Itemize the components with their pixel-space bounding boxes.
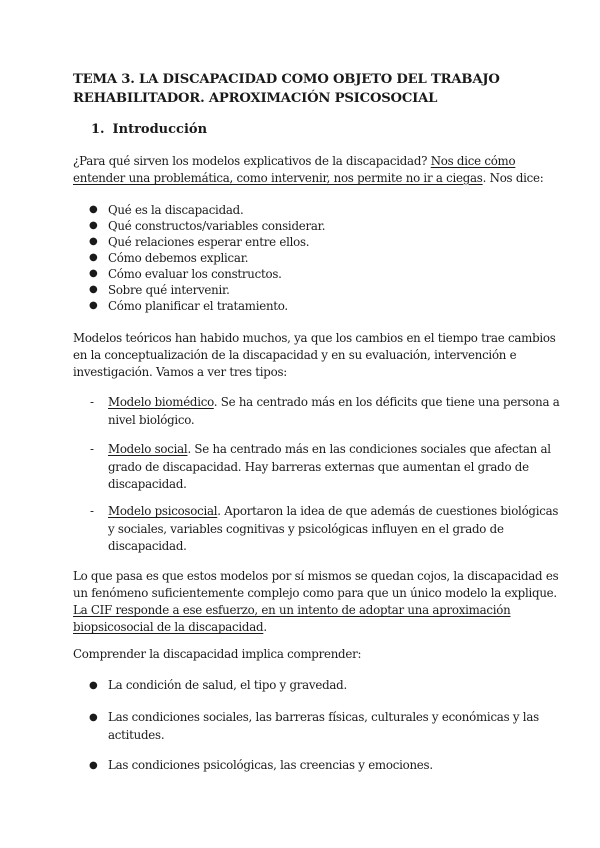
model-item-body	[108, 503, 558, 556]
list-item-text: Qué es la discapacidad.	[108, 203, 244, 217]
model-name: Modelo social	[108, 442, 188, 456]
model-description: . Se ha centrado más en los déficits que tiene una persona a	[213, 395, 560, 409]
model-description: nivel biológico.	[108, 412, 195, 427]
document-title	[73, 70, 543, 108]
model-item-body	[108, 441, 551, 494]
cif-paragraph-line: Lo que pasa es que estos modelos por sí mismos se quedan cojos, la discapacidad es	[73, 569, 559, 583]
list-item-text: Qué relaciones esperar entre ellos.	[108, 235, 310, 249]
intro-underlined-text: Nos dice cómo	[430, 154, 516, 168]
list-item-body	[108, 709, 539, 744]
model-description: . Aportaron la idea de que además de cuestiones biológicas	[217, 504, 559, 518]
model-name: Modelo psicosocial	[108, 504, 218, 518]
models-paragraph-line: en la conceptualización de la discapacidad y en su evaluación, intervención e	[73, 348, 517, 362]
section-number: 1.	[91, 122, 105, 137]
bullet-icon: ●	[89, 284, 98, 295]
bullet-icon: ●	[89, 712, 98, 723]
model-description: grado de discapacidad. Hay barreras externas que aumentan el grado de	[108, 459, 529, 474]
cif-paragraph-line	[73, 602, 510, 620]
list-item-text: La condición de salud, el tipo y gravedad.	[108, 678, 347, 692]
bullet-icon: ●	[89, 204, 98, 215]
title-line: REHABILITADOR. APROXIMACIÓN PSICOSOCIAL	[73, 91, 438, 106]
dash-marker: -	[90, 442, 94, 456]
list-item-text: Sobre qué intervenir.	[108, 283, 230, 297]
list-item-text: Qué constructos/variables considerar.	[108, 219, 326, 233]
intro-text: . Nos dice:	[482, 171, 544, 185]
intro-line	[73, 153, 515, 171]
title-line: TEMA 3. LA DISCAPACIDAD COMO OBJETO DEL TRABAJO	[73, 72, 500, 87]
bullet-icon: ●	[89, 220, 98, 231]
bullet-icon: ●	[89, 252, 98, 263]
model-description: discapacidad.	[108, 539, 187, 553]
understand-line: Comprender la discapacidad implica comprender:	[73, 647, 362, 661]
cif-text: .	[263, 620, 267, 634]
bullet-icon: ●	[89, 680, 98, 691]
cif-underlined-text: biopsicosocial de la discapacidad	[73, 620, 264, 634]
cif-underlined-text: La CIF responde a ese esfuerzo, en un intento de adoptar una aproximación	[73, 603, 511, 617]
bullet-icon: ●	[89, 300, 98, 311]
list-item-text: Las condiciones sociales, las barreras físicas, culturales y económicas y las	[108, 710, 539, 724]
list-item-text: actitudes.	[108, 727, 165, 742]
section-heading	[91, 121, 207, 138]
list-item-text: Cómo debemos explicar.	[108, 251, 249, 265]
list-item-text: Las condiciones psicológicas, las creencias y emociones.	[108, 758, 433, 772]
dash-marker: -	[90, 395, 94, 409]
model-name: Modelo biomédico	[108, 395, 214, 409]
dash-marker: -	[90, 504, 94, 518]
section-label: Introducción	[112, 122, 208, 137]
list-item-text: Cómo planificar el tratamiento.	[108, 299, 288, 313]
bullet-icon: ●	[89, 236, 98, 247]
cif-paragraph-line: un fenómeno suficientemente complejo como para que un único modelo la explique.	[73, 586, 557, 600]
models-paragraph-line: investigación. Vamos a ver tres tipos:	[73, 365, 287, 379]
bullet-icon: ●	[89, 268, 98, 279]
intro-underlined-text: entender una problemática, como intervenir, nos permite no ir a ciegas	[73, 171, 483, 185]
list-item-body	[108, 757, 433, 775]
intro-line	[73, 170, 544, 188]
list-item-text: Cómo evaluar los constructos.	[108, 267, 282, 281]
model-description: . Se ha centrado más en las condiciones sociales que afectan al	[187, 442, 551, 456]
intro-text: ¿Para qué sirven los modelos explicativos de la discapacidad?	[73, 154, 431, 168]
cif-paragraph-line	[73, 619, 267, 637]
list-item-body	[108, 677, 347, 695]
model-description: y sociales, variables cognitivas y psicológicas influyen en el grado de	[108, 521, 504, 536]
models-paragraph-line: Modelos teóricos han habido muchos, ya que los cambios en el tiempo trae cambios	[73, 331, 556, 345]
bullet-icon: ●	[89, 760, 98, 771]
model-item-body	[108, 394, 560, 429]
model-description: discapacidad.	[108, 477, 187, 491]
